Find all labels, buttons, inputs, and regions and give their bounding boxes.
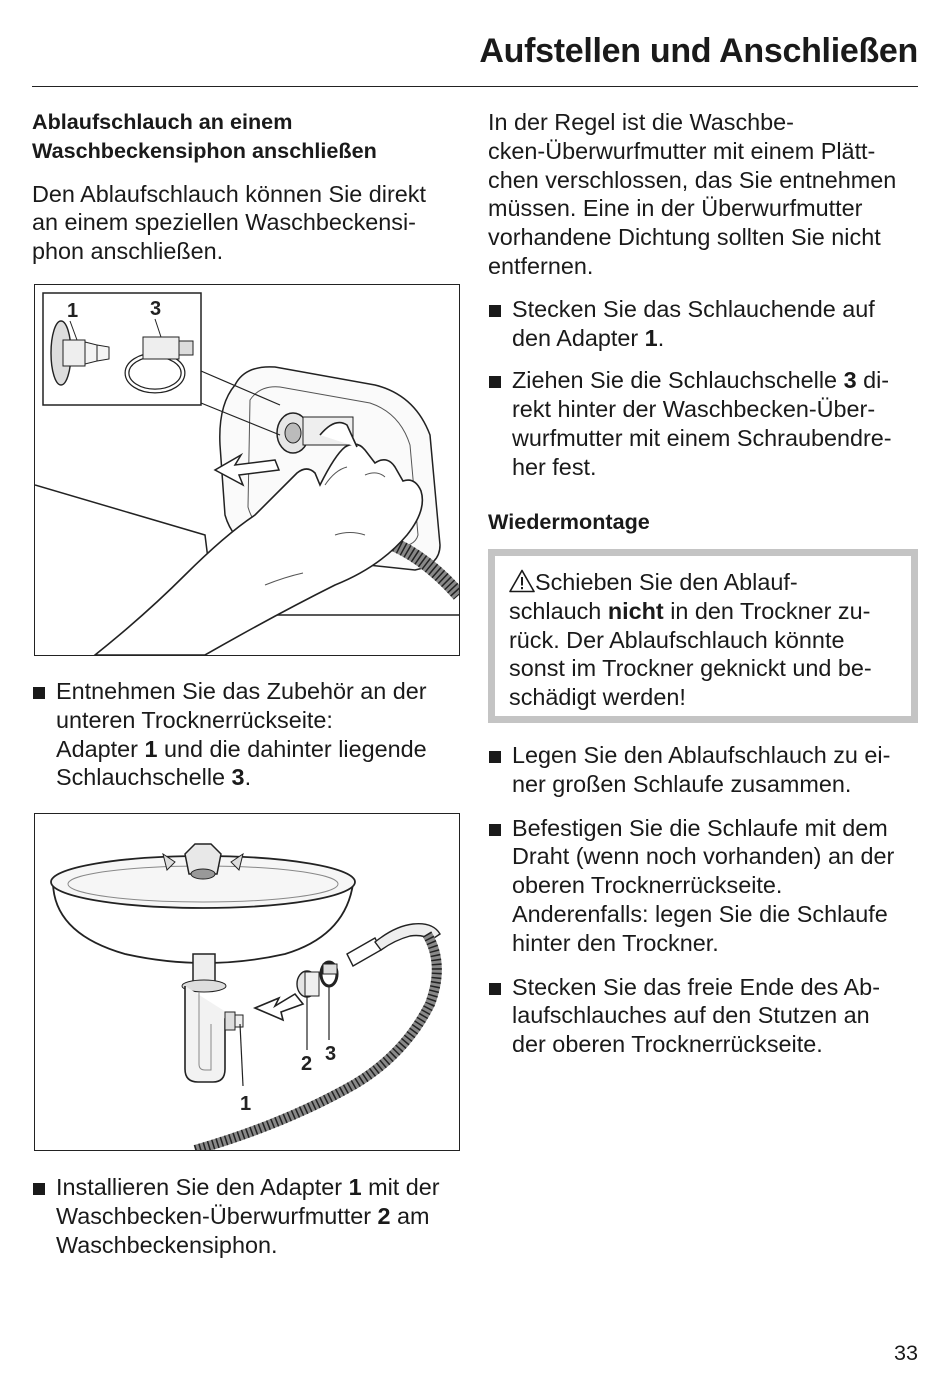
square-bullet-icon [489,824,501,836]
step-fasten-loop [488,814,920,958]
right-column [488,108,920,536]
warning-line: sonst im Trockner geknickt und be- [509,655,872,682]
step-number-ref: 3 [843,367,857,394]
figure2-label-adapter: 1 [240,1093,252,1115]
step-number-ref: 1 [644,324,658,351]
warning-text [509,568,897,712]
step-line: Schlauchschelle [56,764,232,791]
step-line: her fest. [512,453,597,480]
step-attach-free-end [488,973,920,1059]
step-line: rekt hinter der Waschbecken-Über- [512,396,876,423]
page-number: 33 [893,1340,918,1365]
intro-line: an einem speziellen Waschbeckensi- [32,209,416,236]
step-line: Installieren Sie den Adapter [56,1174,349,1200]
step-line: oberen Trocknerrückseite. [512,872,783,899]
warning-line: schädigt werden! [509,684,686,711]
step-line: mit der [361,1174,440,1200]
step-insert-hose [488,295,920,353]
step-line: di- [856,367,890,394]
warning-line: Schieben Sie den Ablauf- [535,569,798,595]
figure1-label-adapter: 1 [67,300,79,322]
step-line: ner großen Schlaufe zusammen. [512,770,852,797]
intro-line: phon anschließen. [32,238,224,265]
step-line: Entnehmen Sie das Zubehör an der [56,678,427,704]
warning-line: rück. Der Ablaufschlauch könnte [509,626,845,653]
step-tighten-clamp [488,366,920,481]
step-line: Waschbeckensiphon. [56,1231,278,1258]
right-steps-lower [488,741,920,1059]
warning-box [488,549,918,723]
header-rule [32,86,918,87]
figure2-label-nut: 2 [301,1053,313,1075]
right-intro-paragraph [488,108,920,281]
left-intro-paragraph [32,180,460,266]
square-bullet-icon [489,983,501,995]
step-line: der oberen Trocknerrückseite. [512,1031,823,1058]
intro-line: entfernen. [488,252,594,279]
left-column [32,108,460,266]
step-install-adapter [32,1173,484,1259]
step-line: Draht (wenn noch vorhanden) an der [512,843,895,870]
figure2-label-clamp: 3 [325,1043,337,1065]
square-bullet-icon [489,305,501,317]
intro-line: Den Ablaufschlauch können Sie direkt [32,180,426,207]
step-line: Ziehen Sie die Schlauchschelle [512,367,844,394]
step-number-ref: 3 [231,764,245,791]
intro-line: vorhandene Dichtung sollten Sie nicht [488,224,881,251]
step-line: den Adapter [512,324,645,351]
square-bullet-icon [489,751,501,763]
intro-line: chen verschlossen, das Sie entnehmen [488,166,897,193]
step-line: Waschbecken-Überwurfmutter [56,1202,378,1229]
warning-line: schlauch [509,597,608,624]
step-line: am [390,1202,430,1229]
intro-line: cken-Überwurfmutter mit einem Plätt- [488,137,876,164]
warning-emphasis: nicht [607,597,664,624]
step-line: Anderenfalls: legen Sie die Schlaufe [512,900,888,927]
sink-siphon-illustration [35,814,459,1150]
step-line: Legen Sie den Ablaufschlauch zu ei- [512,742,891,768]
hose-attachment-illustration [35,285,459,655]
warning-line: in den Trockner zu- [663,597,871,624]
step-line: . [244,764,252,791]
section-heading-line2: Waschbeckensiphon anschließen [32,137,377,163]
step-line: wurfmutter mit einem Schraubendre- [512,424,892,451]
square-bullet-icon [33,1183,45,1195]
step-number-ref: 1 [144,735,158,762]
step-line: Stecken Sie das Schlauchende auf [512,295,875,322]
step-line: und die dahinter liegende [157,735,427,762]
step-form-loop [488,741,920,799]
figure-sink-siphon [34,813,460,1151]
section-heading-line1: Ablaufschlauch an einem [32,109,293,134]
step-number-ref: 2 [377,1202,391,1229]
intro-line: müssen. Eine in der Überwurfmutter [488,195,863,222]
step-line: Stecken Sie das freie Ende des Ab- [512,973,880,1000]
step-line: unteren Trocknerrückseite: [56,706,333,733]
figure1-label-clamp: 3 [150,298,162,320]
square-bullet-icon [33,687,45,699]
step-number-ref: 1 [348,1174,362,1200]
step-line: Adapter [56,735,145,762]
step-remove-accessories [32,677,484,792]
intro-line: In der Regel ist die Waschbe- [488,109,794,135]
square-bullet-icon [489,376,501,388]
step-line: Befestigen Sie die Schlaufe mit dem [512,814,888,841]
step-line: . [657,324,665,351]
section-heading [32,108,460,166]
step-line: laufschlauches auf den Stutzen an [512,1002,870,1029]
figure-hose-attachment [34,284,460,656]
subheading-reassembly: Wiedermontage [488,508,650,534]
step-line: hinter den Trockner. [512,929,719,956]
warning-triangle-icon [509,569,535,593]
page-title: Aufstellen und Anschließen [479,32,918,70]
